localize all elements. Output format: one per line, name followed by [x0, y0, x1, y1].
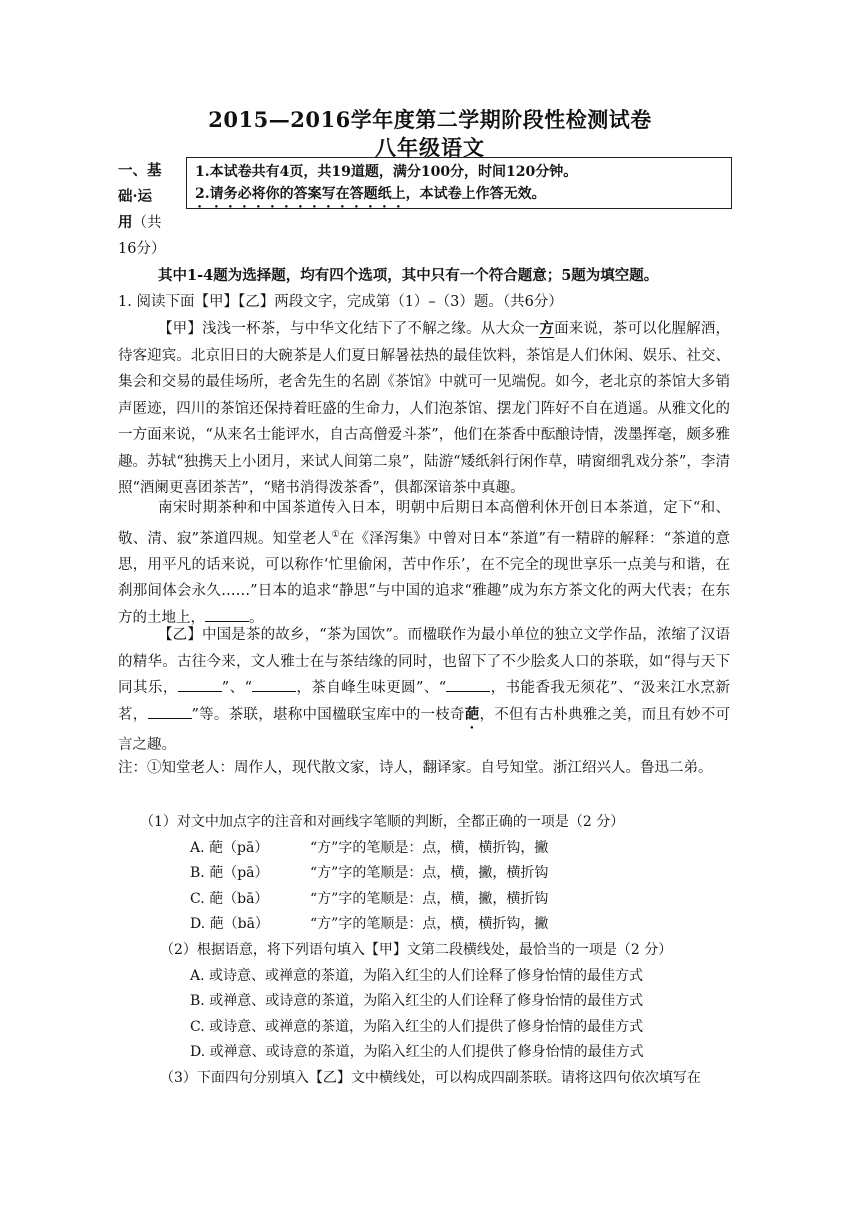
passage-text: 【甲】浅浅一杯茶，与中华文化结下了不解之缘。从大众一 — [158, 321, 540, 337]
option-a — [140, 836, 740, 862]
section-heading-part: 16分） — [118, 241, 166, 257]
option-c: C. 或诗意、或禅意的茶道，为陷入红尘的人们提供了修身怡情的最佳方式 — [190, 1018, 644, 1035]
sub-question-2: （2）根据语意，将下列语句填入【甲】文第二段横线处，最恰当的一项是（2 分） — [160, 941, 673, 958]
passage-text: 面来说，茶可以化腥解酒，待客迎宾。北京旧日的大碗茶是人们夏日解暑祛热的最佳饮料，茶馆是人们休闲、娱乐、社交、集会和交易的最佳场所，老舍先生的名剧《茶馆》中就可一见端倪。如今，老北京的茶馆大多销声匿迹，四川的茶馆还保持着旺盛的生命力，人们泡茶馆、摆龙门阵好不自在逍遥。从雅文化的一方面来说，“从来名士能评水，自古高僧爱斗茶”，他们在茶香中酝酿诗情，泼墨挥毫，颇多雅趣。苏轼“独携天上小团月，来试人间第二泉”，陆游“矮纸斜行闲作草，晴窗细乳戏分茶”，李清照“酒阑更喜团茶苦”，“赌书消得泼茶香”，俱都深谙茶中真趣。 — [118, 321, 731, 496]
option-text: “方”字的笔顺是：点，横，撇，横折钩 — [310, 890, 549, 907]
section-heading-part: 础·运 — [118, 188, 153, 205]
option-d: D. 或禅意、或诗意的茶道，为陷入红尘的人们提供了修身怡情的最佳方式 — [190, 1044, 644, 1061]
sub-question-3: （3）下面四句分别填入【乙】文中横线处，可以构成四副茶联。请将这四句依次填写在 — [160, 1069, 701, 1086]
option-text: “方”字的笔顺是：点，横，横折钩，撇 — [310, 916, 549, 933]
option-text: “方”字的笔顺是：点，横，撇，横折钩 — [310, 865, 549, 882]
dotted-char: 葩 — [464, 705, 480, 723]
option-label: A. 葩（pā） — [190, 839, 269, 856]
option-label: B. 葩（pā） — [190, 865, 269, 882]
exam-notice-box — [186, 157, 732, 209]
exam-subtitle: 八年级语文 — [375, 135, 485, 160]
fill-blank — [178, 677, 222, 692]
notice-text: ，本试卷上作答无效。 — [405, 186, 546, 202]
option-b — [140, 861, 740, 887]
section-heading-part: 用 — [118, 214, 133, 231]
option-label: C. 葩（bā） — [190, 890, 269, 907]
passage-jia-paragraph-2 — [118, 495, 730, 631]
option-d — [140, 912, 740, 938]
passage-text: 南宋时期茶种和中国茶道传入日本，明朝中后期日本高僧利休开创日本茶道，定下“和、敬、清、寂”茶道四规。知堂老人 — [118, 500, 730, 547]
exam-title: 2015—2016学年度第二学期阶段性检测试卷 — [208, 107, 652, 132]
passage-text: 。 — [249, 609, 264, 626]
fill-blank — [148, 704, 192, 719]
section-heading-part: 一、基 — [118, 162, 162, 179]
option-text: “方”字的笔顺是：点，横，横折钩，撇 — [310, 839, 549, 856]
footnote: 注：①知堂老人：周作人，现代散文家，诗人，翻译家。自号知堂。浙江绍兴人。鲁迅二弟。 — [118, 760, 713, 776]
passage-text: ”、“ — [221, 680, 252, 696]
option-b: B. 或禅意、或诗意的茶道，为陷入红尘的人们诠释了修身怡情的最佳方式 — [190, 993, 644, 1010]
fill-blank — [446, 677, 490, 692]
passage-text: 【乙】中国是茶的故乡，“茶为国饮”。而楹联作为最小单位的独立文学作品，浓缩了汉语的精华。古往今来，文人雅士在与茶结缘的同时，也留下了不少脍炙人口的茶联，如“得与天下同其乐， — [118, 627, 730, 696]
notice-emphasis: 2.请务必将你的答案写在答题纸上 — [195, 186, 406, 202]
fill-blank — [205, 607, 249, 622]
option-a: A. 或诗意、或禅意的茶道，为陷入红尘的人们诠释了修身怡情的最佳方式 — [190, 967, 644, 984]
passage-text: 在《泽泻集》中曾对日本“茶道”有一精辟的解释：“茶道的意思，用平凡的话来说，可以称作‘忙里偷闲，苦中作乐’，在不完全的现世享乐一点美与和谐，在刹那间体会永久……”日本的追求“静思”与中国的追求“雅趣”成为东方茶文化的两大代表；在东方的土地上， — [118, 530, 730, 626]
section-heading-part: （共 — [132, 215, 162, 231]
underlined-char: 方 — [539, 320, 555, 337]
question-list — [140, 810, 740, 1092]
footnote-marker: ① — [331, 529, 340, 540]
passage-text: ，不但有古朴典雅之美，而且有妙不可言之趣。 — [118, 706, 731, 753]
option-label: D. 葩（bā） — [190, 916, 269, 933]
passage-text: ，茶自峰生味更圆”、“ — [296, 680, 447, 696]
section-heading — [118, 158, 180, 262]
passage-text: ，书能香我无须花”、“汲来江水烹新茗， — [118, 680, 731, 723]
passage-jia-paragraph-1 — [118, 316, 730, 502]
sub-question-1: （1）对文中加点字的注音和对画线字笔顺的判断，全都正确的一项是（2 分） — [140, 814, 625, 830]
fill-blank — [252, 677, 296, 692]
passage-yi — [118, 622, 730, 758]
passage-text: ”等。茶联，堪称中国楹联宝库中的一枝奇 — [191, 706, 465, 723]
notice-line-2 — [195, 183, 723, 211]
notice-line-1: 1.本试卷共有4页，共19道题，满分100分，时间120分钟。 — [195, 164, 578, 180]
section-instructions: 其中1-4题为选择题，均有四个选项，其中只有一个符合题意；5题为填空题。 — [158, 267, 659, 284]
option-c — [140, 887, 740, 913]
question-1-title: 1. 阅读下面【甲】【乙】两段文字，完成第（1）–（3）题。（共6分） — [118, 294, 563, 310]
